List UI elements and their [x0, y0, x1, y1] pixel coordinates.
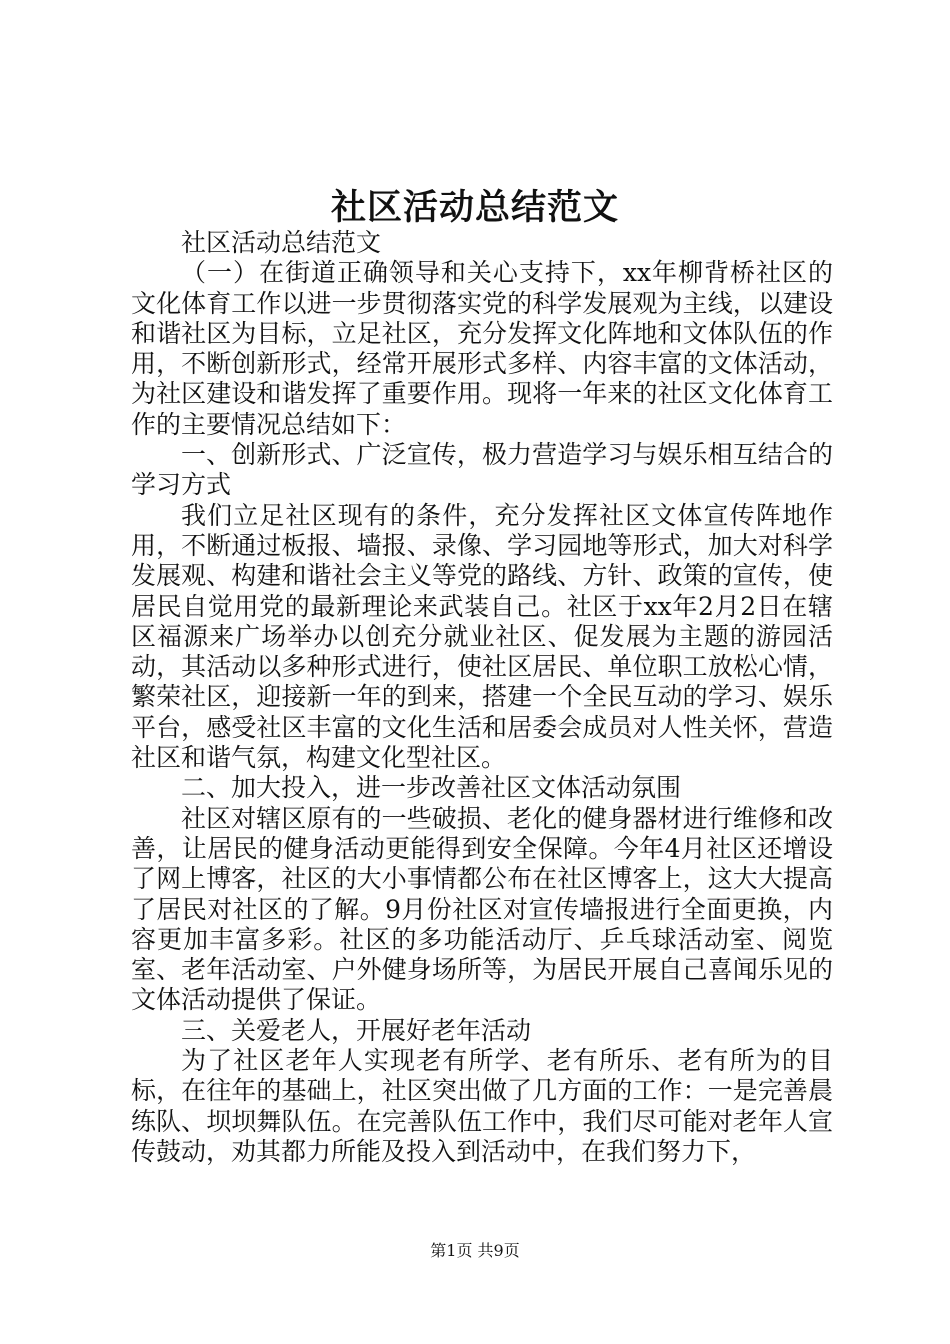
paragraph-subtitle: 社区活动总结范文	[181, 228, 382, 257]
page-number-footer: 第1页 共9页	[430, 1241, 520, 1260]
document-title: 社区活动总结范文	[330, 187, 619, 228]
document-body	[131, 228, 833, 1167]
paragraph-section-1: 我们立足社区现有的条件，充分发挥社区文体宣传阵地作用，不断通过板报、墙报、录像、学习园地等形式，加大对科学发展观、构建和谐社会主义等党的路线、方针、政策的宣传，使居民自觉用党的最新理论来武装自己。社区于xx年2月2日在辖区福源来广场举办以创充分就业社区、促发展为主题的游园活动，其活动以多种形式进行，使社区居民、单位职工放松心情，繁荣社区，迎接新一年的到来，搭建一个全民互动的学习、娱乐平台，感受社区丰富的文化生活和居委会成员对人性关怀，营造社区和谐气氛，构建文化型社区。	[131, 500, 833, 773]
section-heading-2: 二、加大投入，进一步改善社区文体活动氛围	[181, 773, 682, 803]
paragraph-section-3: 为了社区老年人实现老有所学、老有所乐、老有所为的目标，在往年的基础上，社区突出做了几方面的工作：一是完善晨练队、坝坝舞队伍。在完善队伍工作中，我们尽可能对老年人宣传鼓动，劝其都力所能及投入到活动中，在我们努力下，	[131, 1046, 833, 1166]
section-heading-1: 一、创新形式、广泛宣传，极力营造学习与娱乐相互结合的学习方式	[131, 440, 833, 500]
paragraph-section-2: 社区对辖区原有的一些破损、老化的健身器材进行维修和改善，让居民的健身活动更能得到安全保障。今年4月社区还增设了网上博客，社区的大小事情都公布在社区博客上，这大大提高了居民对社区的了解。9月份社区对宣传墙报进行全面更换，内容更加丰富多彩。社区的多功能活动厅、乒乓球活动室、阅览室、老年活动室、户外健身场所等，为居民开展自己喜闻乐见的文体活动提供了保证。	[131, 803, 833, 1015]
paragraph-intro: （一）在街道正确领导和关心支持下，xx年柳背桥社区的文化体育工作以进一步贯彻落实党的科学发展观为主线，以建设和谐社区为目标，立足社区，充分发挥文化阵地和文体队伍的作用，不断创新形式，经常开展形式多样、内容丰富的文体活动，为社区建设和谐发挥了重要作用。现将一年来的社区文化体育工作的主要情况总结如下：	[131, 258, 833, 439]
section-heading-3: 三、关爱老人，开展好老年活动	[181, 1015, 532, 1045]
